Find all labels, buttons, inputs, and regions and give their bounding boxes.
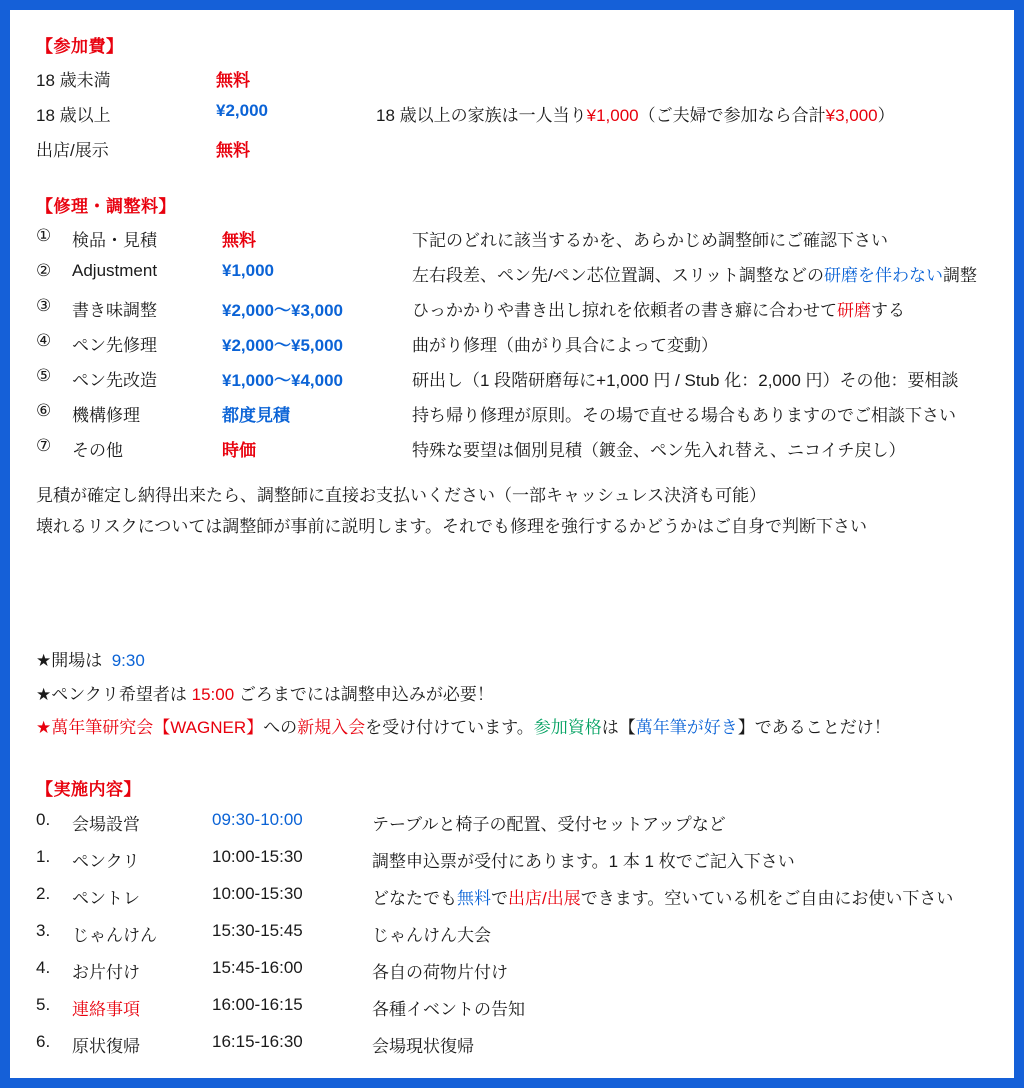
schedule-name: 原状復帰 [72,1036,140,1056]
repair-num: ④ [36,331,52,350]
repair-section-title: 【修理・調整料】 [36,197,176,216]
schedule-num: 0. [36,809,51,829]
repair-name: 機構修理 [72,406,140,425]
repair-name: ペン先修理 [72,336,157,355]
schedule-num: 2. [36,883,51,903]
repair-price: ¥2,000〜¥5,000 [222,336,343,355]
fee-label: 出店/展示 [36,141,109,160]
table-row [36,431,977,466]
schedule-desc-c: で [491,888,508,908]
spacer [36,544,988,604]
star-deadline-pre: ★ペンクリ希望者は [36,684,187,704]
repair-price: ¥1,000〜¥4,000 [222,371,343,390]
schedule-desc: 調整申込票が受付にあります。1 本 1 枚でご記入下さい [372,851,795,871]
repair-desc: 下記のどれに該当するかを、あらかじめ調整師にご確認下さい [412,231,888,250]
qualification-label: 参加資格 [533,718,602,738]
repair-name: ペン先改造 [72,371,157,390]
repair-num: ⑥ [36,401,52,420]
repair-desc: 持ち帰り修理が原則。その場で直せる場合もありますのでご相談下さい [412,406,956,425]
payment-note: 見積が確定し納得出来たら、調整師に直接お支払いください（一部キャッシュレス決済も可能） [36,486,767,505]
schedule-num: 4. [36,957,51,977]
schedule-desc: 各種イベントの告知 [372,999,525,1019]
schedule-time: 15:45-16:00 [212,957,303,977]
schedule-desc: 各自の荷物片付け [372,962,508,982]
schedule-desc: 会場現状復帰 [372,1036,474,1056]
fee-note-pre: 18 歳以上の家族は一人当り [376,106,587,125]
repair-num: ③ [36,296,52,315]
star-open-label: ★開場は [36,651,103,671]
repair-name: その他 [72,441,123,460]
schedule-name: ペントレ [72,888,140,908]
poster-sheet [10,10,1014,1078]
repair-name: 書き味調整 [72,301,157,320]
spacer [36,604,988,640]
membership-f: は【 [601,718,636,738]
risk-note: 壊れるリスクについては調整師が事前に説明します。それでも修理を強行するかどうかはご自身で判断下さい [36,517,867,537]
schedule-time: 16:15-16:30 [212,1031,303,1051]
star-deadline-time: 15:00 [191,684,235,704]
schedule-desc-a: どなたでも [372,888,457,908]
spacer [36,166,988,192]
fee-price: ¥2,000 [216,101,268,120]
qualification-value: 萬年筆が好き [635,718,738,738]
table-row [36,256,977,291]
table-row [36,96,895,131]
star-open-time: 9:30 [111,651,145,671]
schedule-name: ペンクリ [72,851,140,871]
repair-desc: 特殊な要望は個別見積（鍍金、ペン先入れ替え、ニコイチ戻し） [412,441,906,460]
membership-h: 】であることだけ！ [737,718,891,738]
star-deadline-post: ごろまでには調整申込みが必要！ [238,684,494,704]
schedule-name: 連絡事項 [72,999,140,1019]
schedule-desc-e: できます。空いている机をご自由にお使い下さい [580,888,954,908]
repair-desc [412,291,977,326]
schedule-time: 16:00-16:15 [212,994,303,1014]
fee-note [376,131,895,166]
table-row [36,841,953,878]
spacer [36,466,988,478]
repair-desc: 研出し（1 段階研磨毎に+1,000 円 / Stub 化：2,000 円）その他：要相談 [412,371,959,390]
table-row [36,804,953,841]
membership-d: を受け付けています。 [365,718,534,738]
schedule-table [36,804,953,1063]
schedule-time: 09:30-10:00 [212,809,303,829]
membership-b: への [263,718,298,738]
schedule-name: お片付け [72,962,140,982]
fee-note [376,96,895,131]
schedule-num: 6. [36,1031,51,1051]
table-row [36,878,953,915]
fee-note-amount-b: ¥3,000 [825,106,878,125]
repair-desc-a: ひっかかりや書き出し掠れを依頼者の書き癖に合わせて [412,301,837,320]
repair-desc-c: する [871,301,905,320]
schedule-desc [372,878,953,915]
membership-highlight: 新規入会 [297,718,366,738]
repair-desc: 曲がり修理（曲がり具合によって変動） [412,336,718,355]
schedule-time: 10:00-15:30 [212,846,303,866]
table-row [36,952,953,989]
schedule-name: じゃんけん [72,925,157,945]
fee-price: 無料 [216,141,250,160]
fee-label: 18 歳未満 [36,71,111,90]
repair-table [36,221,977,466]
wagner-name: ★萬年筆研究会【WAGNER】 [36,718,264,738]
spacer [36,749,988,775]
schedule-section-title: 【実施内容】 [36,779,141,799]
repair-name: Adjustment [72,261,158,280]
table-row [36,291,977,326]
schedule-num: 3. [36,920,51,940]
schedule-num: 5. [36,994,51,1014]
repair-desc-a: 左右段差、ペン先/ペン芯位置調、スリット調整などの [412,266,825,285]
repair-num: ① [36,226,52,245]
fee-note-end: ） [877,106,895,125]
repair-desc-highlight: 研磨 [837,301,871,320]
fee-note [376,61,895,96]
star-line-deadline [36,682,988,708]
table-row [36,221,977,256]
fee-section-title: 【参加費】 [36,37,124,56]
fee-table [36,61,895,166]
schedule-desc-exhibit: 出店/出展 [508,888,581,908]
repair-price: ¥1,000 [222,261,274,280]
star-line-open [36,648,988,674]
fee-price: 無料 [216,71,250,90]
schedule-desc: テーブルと椅子の配置、受付セットアップなど [372,814,726,834]
repair-price: 時価 [222,441,256,460]
table-row [36,989,953,1026]
repair-desc-highlight: 研磨を伴わない [824,266,944,285]
table-row [36,1026,953,1063]
schedule-num: 1. [36,846,51,866]
fee-note-mid: （ご夫婦で参加なら合計 [638,106,826,125]
repair-num: ⑤ [36,366,52,385]
fee-note-amount-a: ¥1,000 [586,106,639,125]
repair-name: 検品・見積 [72,231,157,250]
schedule-desc-free: 無料 [457,888,491,908]
repair-desc [412,256,977,291]
repair-price: ¥2,000〜¥3,000 [222,301,343,320]
table-row [36,131,895,166]
table-row [36,61,895,96]
table-row [36,361,977,396]
fee-label: 18 歳以上 [36,106,111,125]
star-line-membership [36,715,988,741]
schedule-time: 10:00-15:30 [212,883,303,903]
repair-price: 都度見積 [222,406,290,425]
repair-price: 無料 [222,231,256,250]
table-row [36,326,977,361]
repair-num: ② [36,261,52,280]
schedule-desc: じゃんけん大会 [372,925,491,945]
table-row [36,915,953,952]
schedule-time: 15:30-15:45 [212,920,303,940]
table-row [36,396,977,431]
schedule-name: 会場設営 [72,814,140,834]
repair-num: ⑦ [36,436,52,455]
repair-desc-c: 調整 [943,266,978,285]
